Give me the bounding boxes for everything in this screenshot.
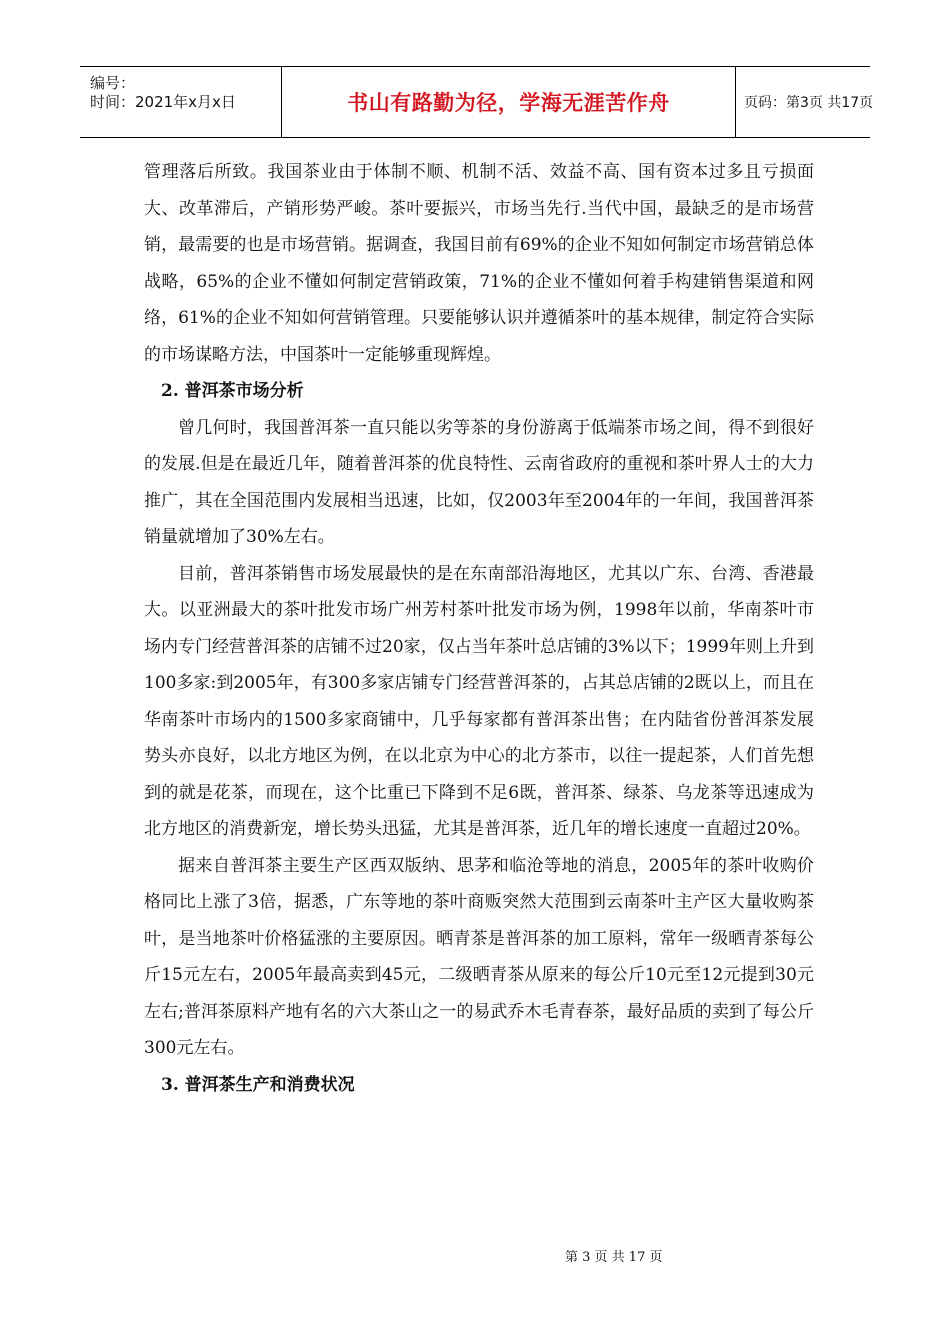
section-heading	[144, 1067, 814, 1104]
paragraph: 曾几何时，我国普洱茶一直只能以劣等茶的身份游离于低端茶市场之间，得不到很好的发展.但是在最近几年，随着普洱茶的优良特性、云南省政府的重视和茶叶界人士的大力推广，其在全国范围内发展相当迅速，比如，仅2003年至2004年的一年间，我国普洱茶销量就增加了30%左右。	[144, 417, 814, 547]
document-date-label: 时间：2021年x月x日	[90, 93, 236, 111]
header-page-info: 页码：第3页 共17页	[744, 95, 874, 111]
section-title: 普洱茶生产和消费状况	[184, 1074, 355, 1095]
document-body	[144, 154, 814, 1103]
paragraph: 据来自普洱茶主要生产区西双版纳、思茅和临沧等地的消息，2005年的茶叶收购价格同比上涨了3倍，据悉，广东等地的茶叶商贩突然大范围到云南茶叶主产区大量收购茶叶，是当地茶叶价格猛涨的主要原因。晒青茶是普洱茶的加工原料，常年一级晒青茶每公斤15元左右，2005年最高卖到45元，二级晒青茶从原来的每公斤10元至12元提到30元左右;普洱茶原料产地有名的六大茶山之一的易武乔木毛青春茶，最好品质的卖到了每公斤300元左右。	[144, 855, 814, 1058]
paragraph: 目前，普洱茶销售市场发展最快的是在东南部沿海地区，尤其以广东、台湾、香港最大。以亚洲最大的茶叶批发市场广州芳村茶叶批发市场为例，1998年以前，华南茶叶市场内专门经营普洱茶的店铺不过20家，仅占当年茶叶总店铺的3%以下；1999年则上升到100多家:到2005年，有300多家店铺专门经营普洱茶的，占其总店铺的2既以上，而且在华南茶叶市场内的1500多家商铺中，几乎每家都有普洱茶出售；在内陆省份普洱茶发展势头亦良好，以北方地区为例，在以北京为中心的北方茶市，以往一提起茶，人们首先想到的就是花茶，而现在，这个比重已下降到不足6既，普洱茶、绿茶、乌龙茶等迅速成为北方地区的消费新宠，增长势头迅猛，尤其是普洱茶，近几年的增长速度一直超过20%。	[144, 563, 814, 839]
section-heading	[144, 373, 814, 410]
header-motto: 书山有路勤为径，学海无涯苦作舟	[281, 67, 736, 137]
header-meta	[80, 67, 280, 137]
paragraph: 管理落后所致。我国茶业由于体制不顺、机制不活、效益不高、国有资本过多且亏损面大、改革滞后，产销形势严峻。茶叶要振兴，市场当先行.当代中国，最缺乏的是市场营销，最需要的也是市场营销。据调查，我国目前有69%的企业不知如何制定市场营销总体战略，65%的企业不懂如何制定营销政策，71%的企业不懂如何着手构建销售渠道和网络，61%的企业不知如何营销管理。只要能够认识并遵循茶叶的基本规律，制定符合实际的市场谋略方法，中国茶叶一定能够重现辉煌。	[144, 162, 814, 365]
page-footer: 第 3 页 共 17 页	[565, 1250, 663, 1265]
document-number-label: 编号：	[90, 74, 136, 92]
page-header	[80, 66, 874, 138]
section-number: 2.	[161, 381, 179, 401]
section-number: 3.	[161, 1074, 179, 1095]
section-title: 普洱茶市场分析	[184, 381, 304, 401]
